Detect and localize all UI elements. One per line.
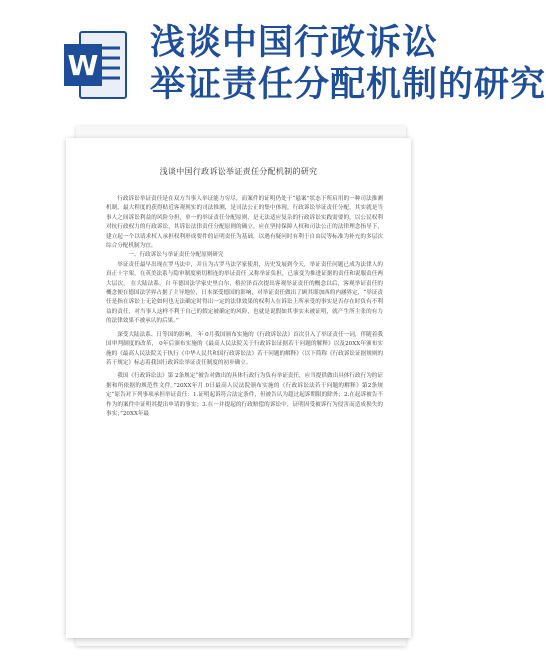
document-preview [58, 118, 418, 638]
paragraph: 深受大陆法系、日等国的影响， 年 0月我国颁布实施的《行政诉讼法》首次引入了举证责任一词，伴随着我国审判制度的改革， 0年后颁布实施的《最高人民法院关于行政诉讼证据若干问题的解释》以及20XX年颁布实施的《最高人民法院关于执行《中华人民共和国行政诉讼法》若干问题的解释》（以下简称《行政诉讼证据规则的若干规定》标志着我国行政诉讼举证责任制度的初步确立。 [106, 331, 383, 366]
document-banner [0, 0, 546, 122]
banner-title-line-1: 浅谈中国行政诉讼 [150, 23, 439, 63]
word-document-icon [62, 30, 128, 100]
paragraph: 行政诉讼举证责任是在双方当事人举证能力穷尽，而案件的证明仍处于“悬案”状态下所启用的一种司法推测机制，最大程度的获得贴近客观现实的司法推测，是司法公正的集中体现。行政诉讼举证责任分配，其实就是当事人之间诉讼利益的风险分担，单一的举证责任分配原则，是无法适应复杂的行政诉讼实践需要的，以公民权利对抗行政权力的行政诉讼，其诉讼法律责任分配原则的确立，应在坚持保障人权和司法公正的法律理念指导下，建立起一个以请求权人承担权利形成要件的证明责任为基础，以遇有疑问时有利于自由民等标准为补充的多层次综合分配机制为宜。 [106, 196, 383, 250]
document-title: 浅谈中国行政诉讼举证责任分配机制的研究 [159, 167, 318, 176]
section-heading: 一、行政诉讼与举证责任分配原则研究 [128, 252, 224, 259]
document-page [66, 138, 411, 638]
document-body [106, 195, 383, 419]
svg-text:W: W [67, 49, 99, 82]
banner-title [150, 22, 546, 106]
paragraph: 我国《行政诉讼法》第 2条规定“被告对做出的具体行政行为负有举证责任，应当提供做出具体行政行为的证据和所依据的规范性文件。”20XX年月 0日最高人民法院颁布实施的《行政诉讼法若干问题的解释》第2条规定“原告对下列事项承担举证责任：1.证明起诉符合法定条件，但被告认为超过起诉期限的除外；2.在起诉被告不作为的案件中证明其提出申请的事实；3.在一并提起的行政赔偿的诉讼中，证明因受被诉行为侵害而造成损失的事实；”20XX年最 [106, 373, 383, 417]
banner-title-line-2: 举证责任分配机制的研究 [150, 65, 546, 105]
paragraph: 举证责任最早出现在罗马法中，并且为古罗马法学家使用，历史发展到今天，举证责任问题已成为法律人的真正十字架。在英美法系与隐审制度密切相连的举证责任 又称举证负担，已演变为推进证据的责任和说服责任两大层次， 在大陆法系，自 年德国法学家史里白尔，格拉泽首次提出客观举证责任的概念以后，客观举证责任的概念便在德国法学界占据了主导地位，日本深受德国的影响，对举证责任做出了顾其耶加西的内涵界定，“举证责任是指在诉讼上无论如何也无法确定时得出一定的法律效果的权利人在诉讼上所承受的事实是否存在时负有不利益的责任，对当事人这样不利于自己的假定被确定的风险，也就是说假如其事实未被证明，就产生所主张的有力的法律效果不被承认的后果。” [106, 261, 383, 325]
